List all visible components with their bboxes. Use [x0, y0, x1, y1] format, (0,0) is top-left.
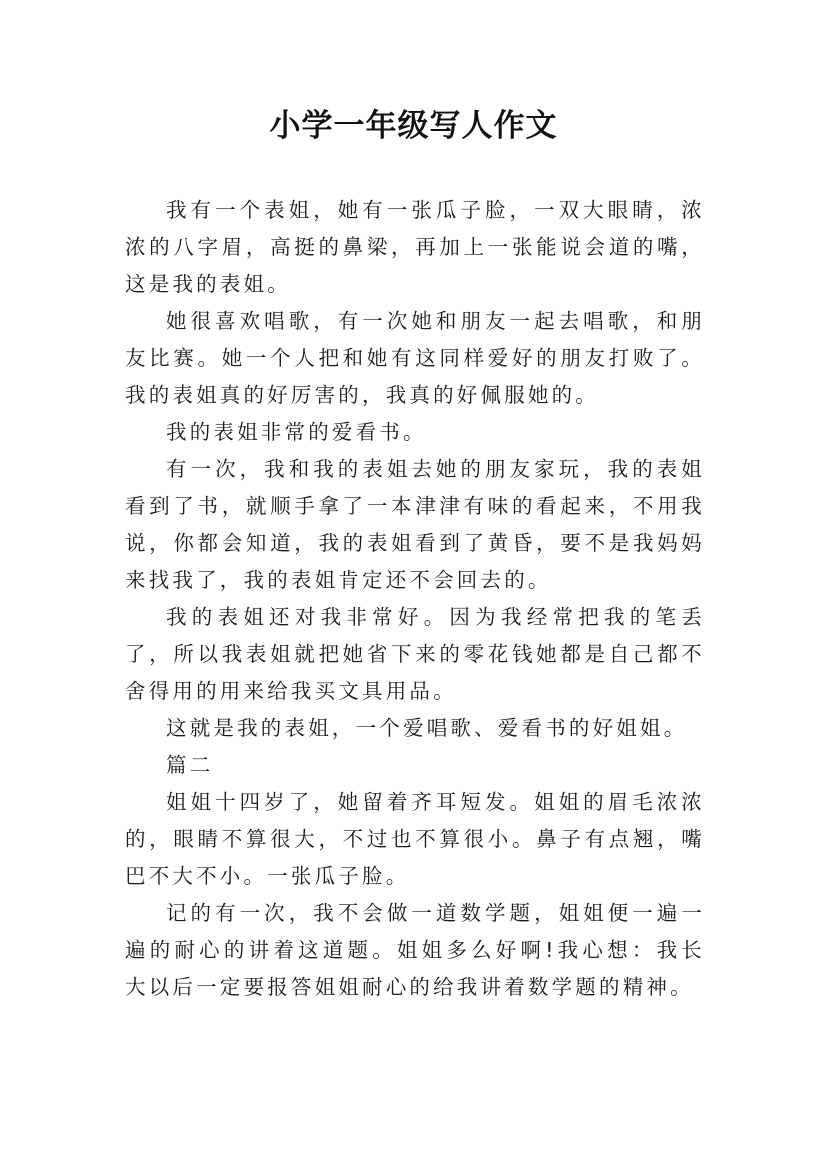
paragraph-7: 姐姐十四岁了，她留着齐耳短发。姐姐的眉毛浓浓的，眼睛不算很大，不过也不算很小。鼻子有点翘，嘴巴不大不小。一张瓜子脸。	[125, 790, 705, 888]
paragraph-3: 我的表姐非常的爱看书。	[166, 420, 427, 444]
paragraph-5: 我的表姐还对我非常好。因为我经常把我的笔丢了，所以我表姐就把她省下来的零花钱她都是自己都不舍得用的用来给我买文具用品。	[125, 605, 705, 703]
paragraph-4: 有一次，我和我的表姐去她的朋友家玩，我的表姐看到了书，就顺手拿了一本津津有味的看起来，不用我说，你都会知道，我的表姐看到了黄昏，要不是我妈妈来找我了，我的表姐肯定还不会回去的。	[125, 457, 705, 592]
paragraph-2: 她很喜欢唱歌，有一次她和朋友一起去唱歌，和朋友比赛。她一个人把和她有这同样爱好的朋友打败了。我的表姐真的好厉害的，我真的好佩服她的。	[125, 309, 705, 407]
paragraph-1: 我有一个表姐，她有一张瓜子脸，一双大眼睛，浓浓的八字眉，高挺的鼻梁，再加上一张能说会道的嘴，这是我的表姐。	[125, 198, 705, 296]
section-heading-part-two: 篇二	[166, 753, 214, 777]
document-body	[125, 192, 705, 1006]
paragraph-6: 这就是我的表姐，一个爱唱歌、爱看书的好姐姐。	[166, 716, 688, 740]
paragraph-8: 记的有一次，我不会做一道数学题，姐姐便一遍一遍的耐心的讲着这道题。姐姐多么好啊!我心想：我长大以后一定要报答姐姐耐心的给我讲着数学题的精神。	[125, 901, 705, 999]
document-title: 小学一年级写人作文	[269, 108, 558, 144]
